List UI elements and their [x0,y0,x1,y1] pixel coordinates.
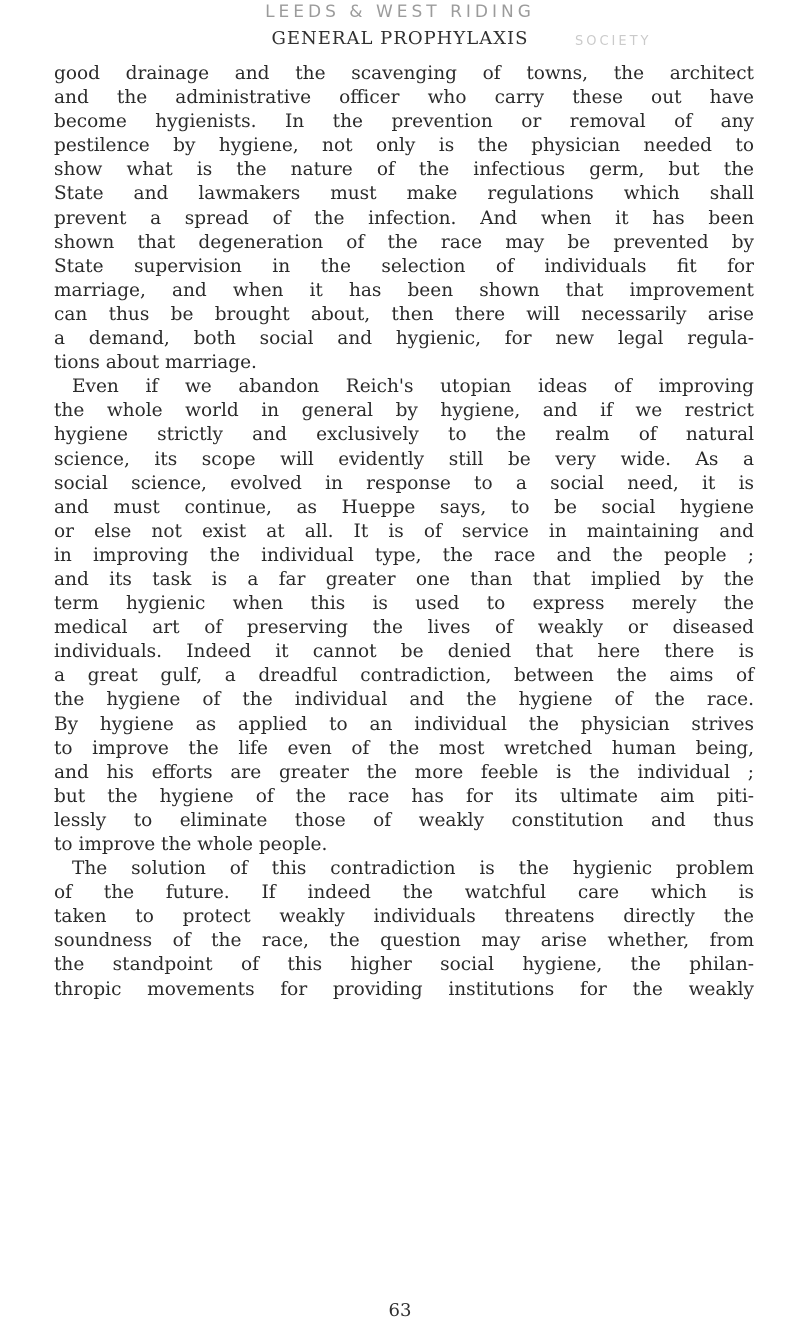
text-line: to improve the whole people. [54,834,328,855]
text-line: social science, evolved in response to a social need, it is [54,472,754,494]
text-line: hygiene strictly and exclusively to the realm of natural [54,424,754,446]
library-stamp: LEEDS & WEST RIDING [265,2,535,22]
text-line: and the administrative officer who carry these out have [54,87,754,109]
text-line: State supervision in the selection of individuals fit for [54,255,754,277]
text-line: good drainage and the scavenging of towns, the architect [54,63,754,84]
text-line: or else not exist at all. It is of service in maintaining and [54,520,754,542]
text-line: the standpoint of this higher social hygiene, the philan- [54,954,754,976]
text-line: tions about marriage. [54,352,257,374]
text-line: Even if we abandon Reich's utopian ideas of improving [72,376,754,398]
running-head: GENERAL PROPHYLAXIS [271,28,529,49]
text-line: a great gulf, a dreadful contradiction, between the aims of [54,665,754,687]
text-line: and its task is a far greater one than that implied by the [54,568,754,590]
bleed-through-text: SOCIETY [575,34,652,49]
text-line: in improving the individual type, the race and the people ; [54,544,754,566]
text-line: and must continue, as Hueppe says, to be social hygiene [54,496,754,518]
text-line: thropic movements for providing institutions for the weakly [54,978,754,1000]
text-line: the hygiene of the individual and the hygiene of the race. [54,689,754,711]
text-line: prevent a spread of the infection. And when it has been [54,207,754,229]
text-line: individuals. Indeed it cannot be denied that here there is [54,641,754,663]
text-line: soundness of the race, the question may arise whether, from [54,930,754,952]
text-line: but the hygiene of the race has for its ultimate aim piti- [54,785,754,807]
text-line: the whole world in general by hygiene, and if we restrict [54,400,754,422]
text-line: pestilence by hygiene, not only is the physician needed to [54,135,754,157]
text-line: become hygienists. In the prevention or removal of any [54,111,754,133]
text-line: term hygienic when this is used to express merely the [54,593,754,615]
text-line: taken to protect weakly individuals threatens directly the [54,906,754,928]
text-line: medical art of preserving the lives of weakly or diseased [54,617,754,639]
text-line: lessly to eliminate those of weakly constitution and thus [54,809,754,831]
page-number: 63 [388,1300,412,1321]
text-line: a demand, both social and hygienic, for new legal regula- [54,328,754,350]
text-line: State and lawmakers must make regulations which shall [54,183,754,205]
text-line: and his efforts are greater the more feeble is the individual ; [54,761,754,783]
text-line: of the future. If indeed the watchful care which is [54,882,754,904]
text-line: can thus be brought about, then there will necessarily arise [54,303,754,325]
text-line: shown that degeneration of the race may be prevented by [54,231,754,253]
body-text [54,62,754,1002]
text-line: science, its scope will evidently still be very wide. As a [54,448,754,470]
text-line: to improve the life even of the most wretched human being, [54,737,754,759]
text-line: marriage, and when it has been shown that improvement [54,279,754,301]
text-line: The solution of this contradiction is the hygienic problem [72,858,754,880]
text-line: show what is the nature of the infectious germ, but the [54,159,754,181]
text-line: By hygiene as applied to an individual the physician strives [54,713,754,735]
